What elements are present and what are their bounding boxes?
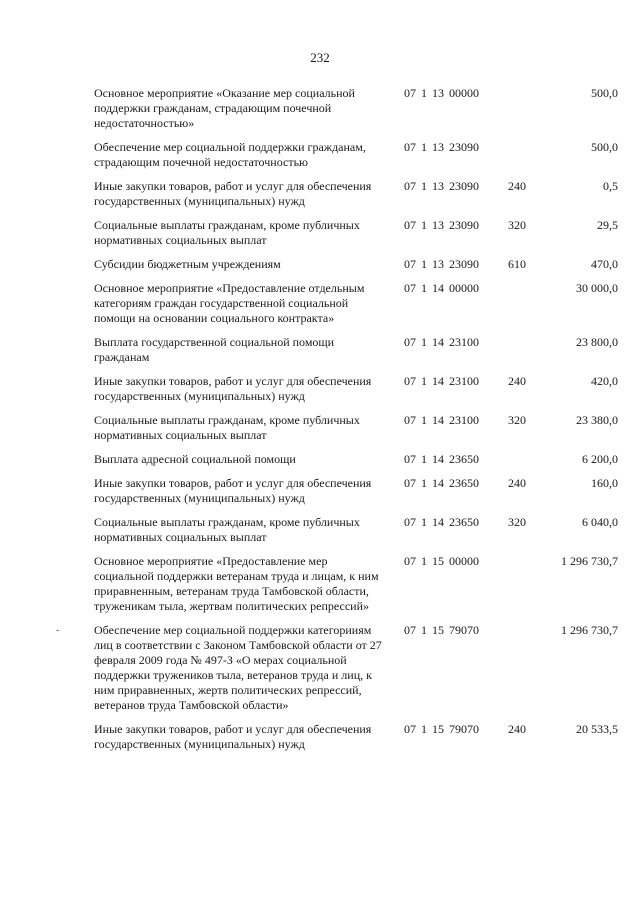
table-row xyxy=(0,140,640,170)
row-vr: 610 xyxy=(508,257,526,271)
page-number: 232 xyxy=(310,50,330,65)
row-sum: 29,5 xyxy=(597,218,618,232)
row-name: Обеспечение мер социальной поддержки гражданам, страдающим почечной недостаточностью xyxy=(94,140,366,169)
row-sum: 20 533,5 xyxy=(576,722,618,736)
row-sum: 500,0 xyxy=(591,86,618,100)
row-name: Выплата адресной социальной помощи xyxy=(94,452,296,466)
row-sum: 6 200,0 xyxy=(582,452,618,466)
table-row xyxy=(0,179,640,209)
row-sum: 1 296 730,7 xyxy=(561,623,618,637)
row-name: Основное мероприятие «Предоставление отдельным категориям граждан государственной социальной помощи на основании социального контракта» xyxy=(94,281,365,325)
row-codes: 07 1 15 00000 xyxy=(404,554,479,568)
row-codes: 07 1 14 23100 xyxy=(404,335,479,349)
row-codes: 07 1 13 23090 xyxy=(404,218,479,232)
row-codes: 07 1 14 23100 xyxy=(404,413,479,427)
row-vr: 240 xyxy=(508,476,526,490)
table-row xyxy=(0,281,640,326)
row-sum: 160,0 xyxy=(591,476,618,490)
row-sum: 0,5 xyxy=(603,179,618,193)
row-sum: 23 800,0 xyxy=(576,335,618,349)
row-vr: 240 xyxy=(508,179,526,193)
row-name: Иные закупки товаров, работ и услуг для обеспечения государственных (муниципальных) нужд xyxy=(94,374,372,403)
row-vr: 240 xyxy=(508,374,526,388)
row-vr: 320 xyxy=(508,413,526,427)
row-name: Субсидии бюджетным учреждениям xyxy=(94,257,281,271)
row-codes: 07 1 13 00000 xyxy=(404,86,479,100)
row-name: Социальные выплаты гражданам, кроме публичных нормативных социальных выплат xyxy=(94,515,360,544)
row-sum: 470,0 xyxy=(591,257,618,271)
row-sum: 23 380,0 xyxy=(576,413,618,427)
table-row xyxy=(0,476,640,506)
table-row xyxy=(0,335,640,365)
margin-mark: - xyxy=(56,625,60,636)
row-name: Иные закупки товаров, работ и услуг для обеспечения государственных (муниципальных) нужд xyxy=(94,722,372,751)
row-codes: 07 1 14 23650 xyxy=(404,515,479,529)
row-codes: 07 1 14 00000 xyxy=(404,281,479,295)
row-codes: 07 1 13 23090 xyxy=(404,179,479,193)
row-name: Основное мероприятие «Оказание мер социальной поддержки гражданам, страдающим почечной недостаточностью» xyxy=(94,86,355,130)
row-codes: 07 1 14 23100 xyxy=(404,374,479,388)
row-codes: 07 1 13 23090 xyxy=(404,257,479,271)
row-codes: 07 1 14 23650 xyxy=(404,476,479,490)
row-name: Обеспечение мер социальной поддержки категорииям лиц в соответствии с Законом Тамбовской области от 27 февраля 2009 года № 497-З «О мерах социальной поддержки тружеников тыла, ветеранов труда и лиц, к ним приравненных, жертв политических репрессий, ветеранов труда Тамбовской области» xyxy=(94,623,382,712)
row-sum: 6 040,0 xyxy=(582,515,618,529)
row-vr: 320 xyxy=(508,218,526,232)
table-row xyxy=(0,554,640,614)
row-codes: 07 1 14 23650 xyxy=(404,452,479,466)
row-name: Иные закупки товаров, работ и услуг для обеспечения государственных (муниципальных) нужд xyxy=(94,476,372,505)
row-name: Социальные выплаты гражданам, кроме публичных нормативных социальных выплат xyxy=(94,218,360,247)
table-row xyxy=(0,413,640,443)
table-row xyxy=(0,86,640,131)
table-row xyxy=(0,257,640,272)
row-sum: 500,0 xyxy=(591,140,618,154)
table-row xyxy=(0,623,640,713)
row-codes: 07 1 13 23090 xyxy=(404,140,479,154)
table-row xyxy=(0,722,640,752)
row-vr: 320 xyxy=(508,515,526,529)
row-name: Иные закупки товаров, работ и услуг для обеспечения государственных (муниципальных) нужд xyxy=(94,179,372,208)
row-sum: 30 000,0 xyxy=(576,281,618,295)
table-row xyxy=(0,218,640,248)
table-row xyxy=(0,515,640,545)
row-sum: 1 296 730,7 xyxy=(561,554,618,568)
table-row xyxy=(0,374,640,404)
row-name: Выплата государственной социальной помощи гражданам xyxy=(94,335,335,364)
row-vr: 240 xyxy=(508,722,526,736)
row-codes: 07 1 15 79070 xyxy=(404,722,479,736)
table-row xyxy=(0,452,640,467)
budget-table xyxy=(0,86,640,761)
row-name: Социальные выплаты гражданам, кроме публичных нормативных социальных выплат xyxy=(94,413,360,442)
row-name: Основное мероприятие «Предоставление мер социальной поддержки ветеранам труда и лицам, к ним приравненным, ветеранам труда Тамбовской области, труженикам тыла, жертвам политических репрессий» xyxy=(94,554,379,613)
row-sum: 420,0 xyxy=(591,374,618,388)
row-codes: 07 1 15 79070 xyxy=(404,623,479,637)
